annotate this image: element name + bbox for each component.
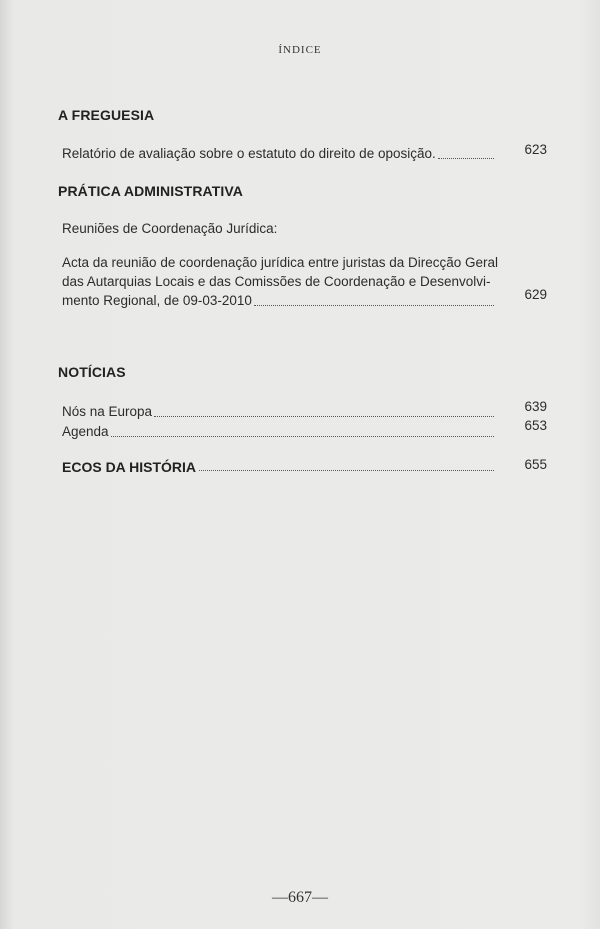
subheading-reunioes: Reuniões de Coordenação Jurídica: xyxy=(62,221,278,236)
leader-dots xyxy=(154,416,494,417)
page-number: 639 xyxy=(524,399,547,414)
toc-entry-nos-na-europa xyxy=(62,402,494,421)
leader-dots xyxy=(111,436,494,437)
toc-entry-relatorio xyxy=(62,144,494,163)
running-head: ÍNDICE xyxy=(278,44,322,56)
toc-entry-acta xyxy=(62,253,498,310)
leader-dots xyxy=(438,158,494,159)
section-heading-noticias: NOTÍCIAS xyxy=(58,364,126,380)
page-number: 629 xyxy=(524,287,547,302)
section-heading-ecos: ECOS DA HISTÓRIA xyxy=(62,459,197,475)
page-number: 623 xyxy=(524,142,547,157)
toc-entry-title: Relatório de avaliação sobre o estatuto do direito de oposição. xyxy=(62,146,436,161)
section-heading-freguesia: A FREGUESIA xyxy=(58,107,155,123)
toc-entry-title: Nós na Europa xyxy=(62,404,153,419)
toc-entry-line: Acta da reunião de coordenação jurídica entre juristas da Direcção Geral xyxy=(62,255,498,270)
toc-entry-line: das Autarquias Locais e das Comissões de Coordenação e Desenvolvi- xyxy=(62,274,491,289)
leader-dots xyxy=(254,305,494,306)
toc-entry-ecos xyxy=(62,459,494,475)
page-number: 653 xyxy=(524,418,547,433)
toc-entry-agenda xyxy=(62,422,494,441)
section-heading-pratica: PRÁTICA ADMINISTRATIVA xyxy=(58,183,243,199)
page-number: 655 xyxy=(524,457,547,472)
toc-entry-title: Agenda xyxy=(62,424,109,439)
leader-dots xyxy=(199,470,494,471)
folio-page-number: —667— xyxy=(272,889,328,906)
toc-entry-line: mento Regional, de 09-03-2010 xyxy=(62,293,252,308)
